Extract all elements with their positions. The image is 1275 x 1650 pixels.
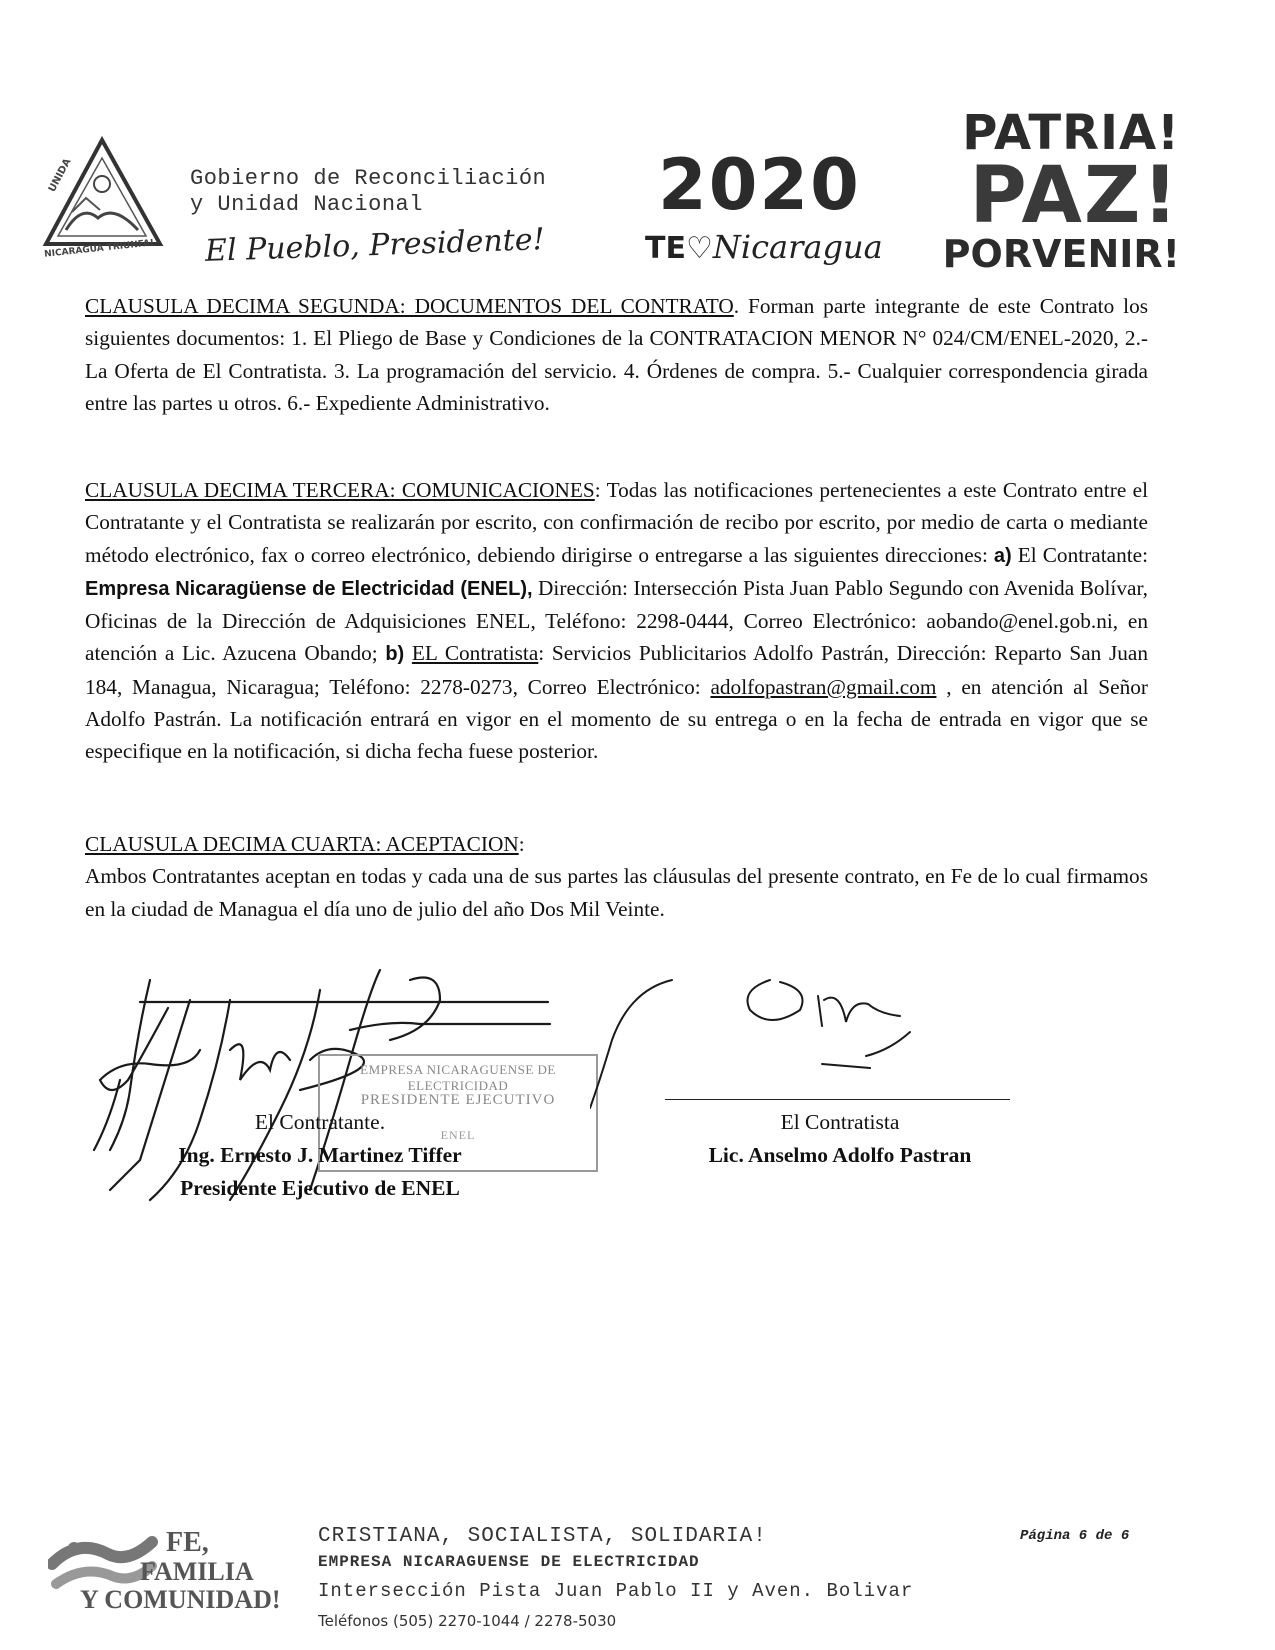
clause-decima-tercera [85,474,1148,768]
clause-text: : Todas las notificaciones pertenecientes a este Contrato entre el Contratante y el Contratista se realizarán por escrito, con confirmación de recibo por escrito, por medio de carta o mediante método electrónico, fax o correo electrónico, debiendo dirigirse o entregarse a las siguientes direcciones: [85,478,1148,567]
logo-arc-text-left: UNIDA [46,156,74,195]
logo-fe: FE, [166,1527,209,1558]
clause-heading: CLAUSULA DECIMA CUARTA: ACEPTACION [85,832,519,856]
contratista-signature-block [665,1106,1015,1172]
clause-text: Dirección: Intersección Pista Juan Pablo Segundo con Avenida Bolívar, Oficinas de la Dirección de Adquisiciones ENEL, Teléfono: 2298-0444, Correo Electrónico: aobando@enel.gob.ni, en atención a Lic. Azucena Obando; [85,575,1149,666]
clause-decima-cuarta [85,828,1148,925]
contratista-signer-name: Lic. Anselmo Adolfo Pastran [708,1143,972,1167]
government-name-line1: Gobierno de Reconciliación [190,166,547,191]
clause-heading: CLAUSULA DECIMA TERCERA: COMUNICACIONES [85,478,595,502]
footer-phones: Teléfonos (505) 2270-1044 / 2278-5030 [318,1612,617,1630]
clause-text: : Servicios Publicitarios Adolfo Pastrán, Dirección: Reparto San Juan 184, Managua, Nicaragua; Teléfono: 2278-0273, Correo Electrónico: [85,641,1149,699]
contratista-signature [590,960,970,1110]
item-marker-b: b) [385,643,405,666]
footer-motto: CRISTIANA, SOCIALISTA, SOLIDARIA! [318,1525,767,1548]
campaign-prefix: TE [645,231,686,266]
contratante-signer-title: Presidente Ejecutivo de ENEL [180,1176,460,1200]
clause-text [404,641,412,665]
stamp-title: PRESIDENTE EJECUTIVO [360,1092,556,1108]
clause-text: El Contratante: [1011,542,1148,567]
fe-familia-comunidad-logo [48,1528,288,1638]
clause-text: , en atención al Señor Adolfo Pastrán. La notificación entrará en vigor en el momento de su entrega o en la fecha de entrada en vigor que se especifique en la notificación, si dicha fecha fuese posterior. [85,674,1148,764]
campaign-script: Nicaragua [712,228,883,266]
patria-paz-porvenir-logo [940,105,1180,276]
stamp-company: EMPRESA NICARAGUENSE DE ELECTRICIDAD [360,1062,556,1093]
paz-text: PAZ! [969,151,1180,241]
footer-company: EMPRESA NICARAGUENSE DE ELECTRICIDAD [318,1553,700,1571]
contratista-label: EL Contratista [411,641,539,666]
contratista-email-link[interactable]: adolfopastran@gmail.com [710,674,937,699]
patria-text: PATRIA! [962,105,1180,161]
campaign-year: 2020 [658,144,861,226]
clause-body: Ambos Contratantes aceptan en todas y cada una de sus partes las cláusulas del presente contrato, en Fe de lo cual firmamos en la ciudad de Managua el día uno de julio del año Dos Mil Veinte. [85,864,1148,921]
contratante-signer-name: Ing. Ernesto J. Martinez Tiffer [178,1143,462,1167]
government-logo [42,132,202,272]
clause-colon: : [518,832,525,856]
item-marker-a: a) [993,544,1012,567]
contratante-signature-block [110,1106,530,1205]
campaign-subtitle [645,228,883,266]
government-name [190,166,546,218]
clause-body: . Forman parte integrante de este Contrato los siguientes documentos: 1. El Pliego de Base y Condiciones de la CONTRATACION MENOR N° 024/CM/ENEL-2020, 2.- La Oferta de El Contratista. 3. La programación del servicio. 4. Órdenes de compra. 5.- Cualquier correspondencia girada entre las partes u otros. 6.- Expediente Administrativo. [85,294,1149,415]
clause-heading: CLAUSULA DECIMA SEGUNDA: DOCUMENTOS DEL CONTRATO [85,294,734,318]
porvenir-text: PORVENIR! [942,232,1180,276]
heart-icon: ♡ [685,231,713,266]
footer-address: Intersección Pista Juan Pablo II y Aven. Bolivar [318,1580,914,1602]
clause-decima-segunda [85,290,1148,419]
contratista-signature-line [665,1099,1010,1100]
contratante-name: Empresa Nicaragüense de Electricidad (ENEL), [85,577,533,600]
government-slogan: El Pueblo, Presidente! [204,222,546,269]
government-name-line2: y Unidad Nacional [190,192,423,217]
contratista-role: El Contratista [780,1110,900,1134]
logo-comunidad: Y COMUNIDAD! [80,1585,281,1614]
stamp-org: ENEL [440,1128,476,1142]
logo-familia: FAMILIA [140,1557,254,1586]
logo-arc-text-bottom: NICARAGUA TRIUNFA! [43,238,155,260]
page-number: Página 6 de 6 [1020,1528,1130,1544]
contratante-role: El Contratante. [254,1110,386,1134]
